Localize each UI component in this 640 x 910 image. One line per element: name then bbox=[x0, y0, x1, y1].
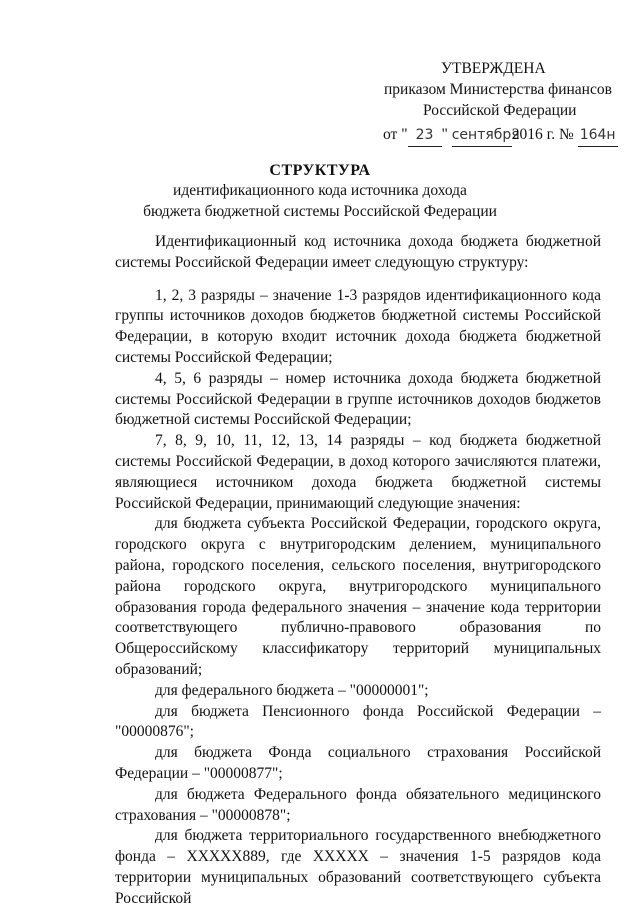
order-number: 164н bbox=[578, 124, 618, 147]
document-subtitle-1: идентификационного кода источника дохода bbox=[173, 182, 467, 199]
paragraph-medical-insurance: для бюджета Федерального фонда обязательного медицинского страхования – "00000878"; bbox=[115, 785, 601, 824]
document-subtitle-2: бюджета бюджетной системы Российской Федерации bbox=[143, 203, 497, 220]
paragraph-social-insurance: для бюджета Фонда социального страхования Российской Федерации – "00000877"; bbox=[115, 744, 601, 782]
paragraph-intro: Идентификационный код источника дохода бюджета бюджетной системы Российской Федерации имеет следующую структуру: bbox=[115, 233, 601, 271]
approval-date-line bbox=[383, 124, 618, 147]
paragraph-territorial-fund: для бюджета территориального государственного внебюджетного фонда – XXXXX889, где XXXXX – значения 1-5 разрядов кода территории муниципальных образований соответствующего субъекта Российской bbox=[115, 827, 601, 907]
paragraph-digits-4-6: 4, 5, 6 разряды – номер источника дохода бюджета бюджетной системы Российской Федерации в группе источников доходов бюджетов бюджетной системы Российской Федерации; bbox=[115, 369, 601, 429]
date-day: 23 bbox=[408, 124, 442, 147]
approval-federation-line: Российской Федерации bbox=[423, 102, 577, 119]
date-year: 2016 г. № bbox=[511, 126, 574, 143]
document-title: СТРУКТУРА bbox=[269, 162, 371, 179]
date-quote: " bbox=[441, 126, 448, 143]
approval-heading: УТВЕРЖДЕНА bbox=[441, 60, 546, 77]
paragraph-subject-budget: для бюджета субъекта Российской Федерации, городского округа, городского округа с внутригородским делением, муниципального района, городского поселения, сельского поселения, внутригородского района городского округа, внутригородского муниципального образования города федерального значения – значение кода территории соответствующего публично-правового образования по Общероссийскому классификатору территорий муниципальных образований; bbox=[115, 515, 601, 678]
document-body bbox=[115, 232, 601, 910]
paragraph-digits-7-14: 7, 8, 9, 10, 11, 12, 13, 14 разряды – код бюджета бюджетной системы Российской Федерации, в доход которого зачисляются платежи, являющиеся источником дохода бюджета бюджетной системы Российской Федерации, принимающий следующие значения: bbox=[115, 432, 601, 512]
date-prefix: от " bbox=[383, 126, 408, 143]
date-month: сентября bbox=[452, 124, 512, 147]
paragraph-pension-fund: для бюджета Пенсионного фонда Российской Федерации – "00000876"; bbox=[115, 702, 601, 741]
paragraph-federal-budget: для федерального бюджета – "00000001"; bbox=[155, 681, 429, 699]
paragraph-digits-1-3: 1, 2, 3 разряды – значение 1-3 разрядов идентификационного кода группы источников доходов бюджетов бюджетной системы Российской Федерации, в которую входит источник дохода бюджета бюджетной системы Российской Федерации; bbox=[115, 286, 601, 366]
approval-order-line: приказом Министерства финансов bbox=[384, 81, 612, 98]
